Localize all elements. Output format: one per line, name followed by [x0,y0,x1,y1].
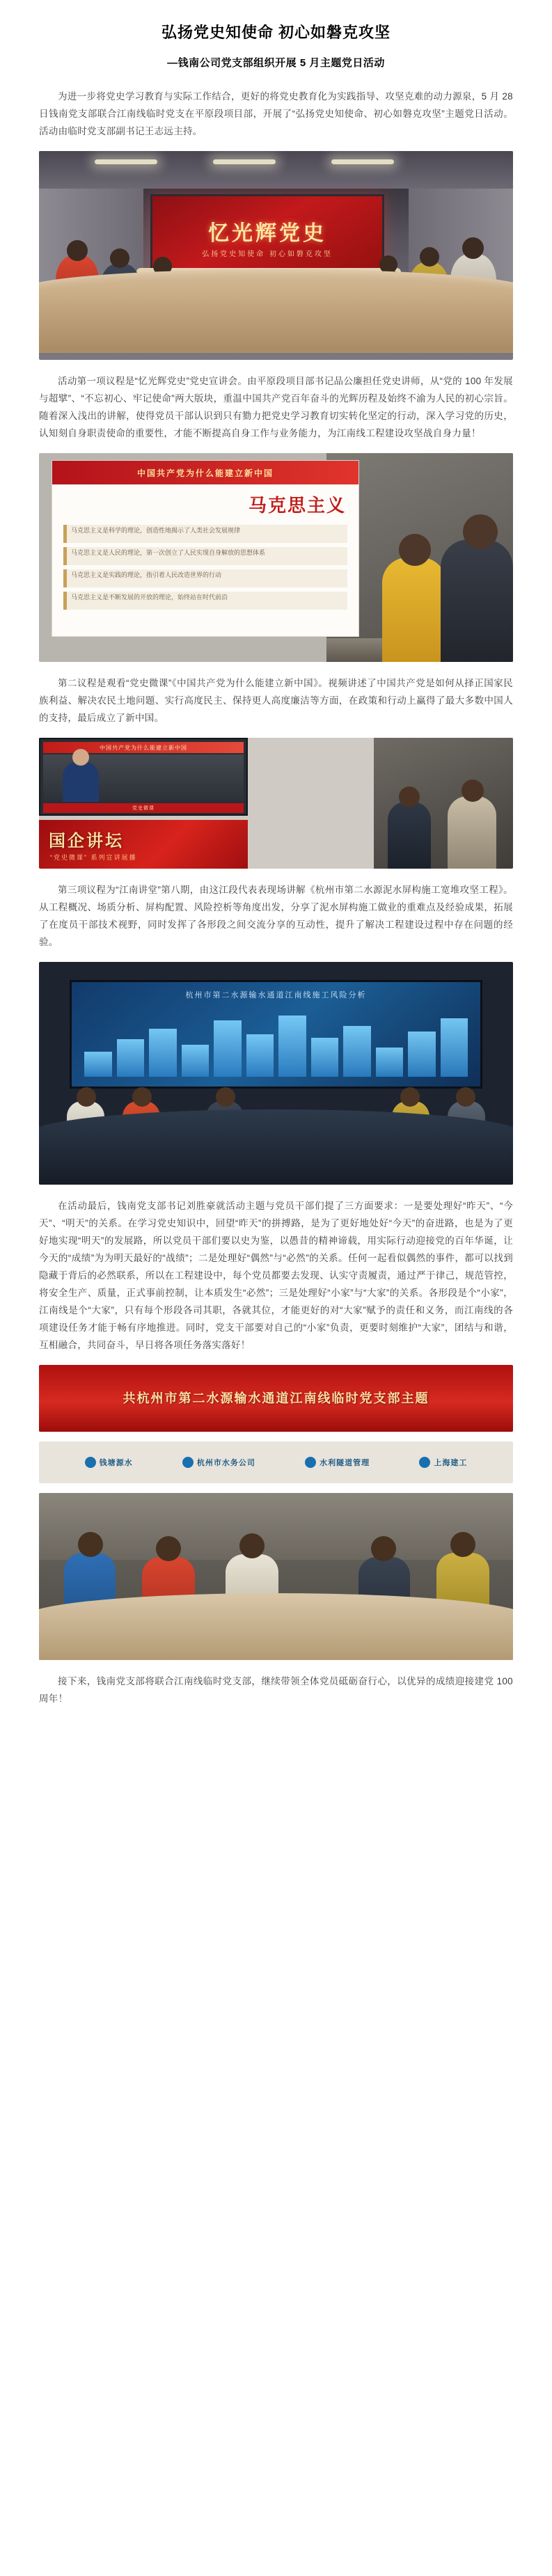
logo-item [182,1457,255,1468]
photo-slide-marxism [39,453,513,662]
paragraph-2: 活动第一项议程是“忆光辉党史”党史宣讲会。由平原段项目部书记品公廉担任党史讲师，从“党的 100 年发展与超擘”、“不忘初心、牢记使命”两大版块，重温中国共产党百年奋斗的光辉历程及始终不渝为人民的初心宗旨。随着深入浅出的讲解，使得党员干部认识到只有勠力把党史学习教育切实转化坚定的行动，深入学习党的历史，认知刻自身职责使命的重要性，才能不断提高自身工作与业务能力，为江南线工程建设攻坚战自身力量！ [39,376,513,438]
person-head [132,1087,152,1107]
logo-item [419,1457,467,1468]
chart-bar [214,1020,242,1077]
screen-chart [84,1010,468,1077]
conference-table [39,1109,513,1185]
person-head [400,1087,420,1107]
chart-bar [408,1032,436,1077]
water-drop-icon [182,1457,194,1468]
conference-table [39,1593,513,1660]
slide-bullet: 马克思主义是实践的理论，指引着人民改造世界的行动 [63,569,347,587]
conference-table [39,269,513,353]
logo-label: 杭州市水务公司 [196,1459,255,1467]
ceiling-light [331,159,394,164]
slide-bullet: 马克思主义是人民的理论，第一次创立了人民实现自身解放的思想体系 [63,547,347,565]
presentation-slide [52,460,359,637]
person-dark-jacket [441,539,513,662]
person-head [399,787,420,807]
video-anchor [63,761,99,802]
paragraph-1: 为进一步将党史学习教育与实际工作结合，更好的将党史教育化为实践指导、攻坚克难的动力源泉，5 月 28 日钱南党支部联合江南线临时党支在平原段项目部，开展了“弘扬党史知使命、初心如磐克攻坚”主题党日活动。活动由临时党支部副书记王志远主持。 [39,91,513,136]
person-head [463,514,498,549]
chart-bar [376,1048,404,1077]
chart-bar [182,1045,210,1077]
page-title: 弘扬党史知使命 初心如磐克攻坚 [161,24,391,41]
person-head [216,1087,235,1107]
person-head [67,240,88,261]
banner-text: 共杭州市第二水源输水通道江南线临时党支部主题 [123,1391,429,1405]
logo-strip [39,1441,513,1483]
red-banner [39,1365,513,1432]
screen-headline: 忆光辉党史 [208,222,326,245]
paragraph-5: 在活动最后，钱南党支部书记刘胜豪就活动主题与党员干部们提了三方面要求：一是要处理好“昨天”、“今天”、“明天”的关系。在学习党史知识中，回望“昨天”的拼搏路，是为了更好地处好“今天”的奋进路，也是为了更好地实现“明天”的发展路，所以党员干部们要以史为鉴，以愚昔的精神谛载，用实际行动迎接党的百年华诞，让今天的“成绩”为为明天最好的“战绩”；二是处理好“偶然”与“必然”的关系。任何一起看似偶然的事件，都可以找到隐藏于背后的必然联系，所以在工程建设中，每个党员都要去发现、认实守责履责，通过严于律己，规范管控，将安全生产、质量，正式事前控制，让本质发生“必然”；三是处理好“小家”与“大家”的关系。各形段是个“小家”，江南线是个“大家”，只有每个形段各司其职，各就其位，才能更好的对“大家”赋予的责任和义务，而江南线的各项建设任务才能于畅有序地推进。同时，党支干部要对自己的“小家”负责，更要时刻维护“大家”，团结与和谐，互相融合，共同奋斗，早日将各项任务落实落好！ [39,1201,513,1350]
person-head [462,780,484,802]
chart-bar [149,1029,177,1077]
tv-header-text: 中国共产党为什么能建立新中国 [43,742,244,753]
logo-label: 上海建工 [434,1459,468,1467]
person-head [77,1087,96,1107]
person-head [156,1536,181,1561]
tv-footer-text: 党史微课 [43,803,244,813]
paragraph-6: 接下来，钱南党支部将联合江南线临时党支部，继续带领全体党员砥砺奋行心，以优异的成绩迎接建党 100 周年！ [39,1676,513,1704]
slide-bullet: 马克思主义是科学的理论，创造性地揭示了人类社会发展规律 [63,525,347,543]
person-yellow-jacket [382,558,446,662]
photo-activity-banner [39,1365,513,1432]
photo-jiangnan-lecture [39,962,513,1185]
photo-meeting-banner [39,151,513,360]
wall [39,1493,513,1560]
person-head [110,248,129,268]
banner-subtitle: “党史微课” 系列宣讲展播 [50,854,137,861]
logo-item [305,1457,370,1468]
slide-bullet: 马克思主义是不断发展的开放的理论，始终站在时代前沿 [63,592,347,610]
ceiling-light [213,159,276,164]
banner-title: 国企讲坛 [49,832,124,851]
logo-item [85,1457,133,1468]
photo-micro-lecture [39,738,513,869]
chart-bar [441,1018,468,1077]
tunnel-icon [305,1457,316,1468]
chart-bar [343,1026,371,1077]
stage-screen [150,194,384,276]
chart-bar [117,1039,145,1077]
screen-subline: 弘扬党史知使命 初心如磐克攻坚 [202,251,333,258]
chart-bar [311,1038,339,1077]
person [448,796,496,869]
slide-title: 马克思主义 [248,496,346,516]
tv-screen [39,738,248,816]
ceiling [39,151,513,189]
projection-screen [70,980,482,1089]
person-head [420,247,439,267]
video-anchor-head [72,749,89,766]
page-subtitle: —钱南公司党支部组织开展 5 月主题党日活动 [167,57,385,69]
red-banner-panel [39,820,248,869]
person-head [239,1533,265,1558]
person-head [450,1532,475,1557]
chart-bar [246,1034,274,1077]
slide-header: 中国共产党为什么能建立新中国 [52,461,358,484]
person [388,802,431,869]
person-head [78,1532,103,1557]
lecture-room-photo [374,738,513,869]
chart-bar [278,1016,306,1077]
photo-closing-meeting [39,1493,513,1660]
person-head [456,1087,475,1107]
tv-video-area [43,754,244,802]
person-head [462,237,484,259]
logo-label: 水利隧道管理 [320,1459,370,1467]
photo-participant-logos [39,1441,513,1483]
paragraph-3: 第二议程是观看“党史微课”《中国共产党为什么能建立新中国》。视频讲述了中国共产党是如何从择正国家民族利益、解决农民土地问题、实行高度民主、保持更人高度廉洁等方面，在政策和行动上赢得了最大多数中国人的支持，最后成立了新中国。 [39,678,513,723]
screen-title: 杭州市第二水源输水通道江南线施工风险分析 [185,991,367,999]
construction-icon [419,1457,430,1468]
paragraph-4: 第三项议程为“江南讲堂”第八期，由这江段代表表现场讲解《杭州市第二水源泥水屏构施工宽堆攻坚工程》。从工程概况、场质分析、屏构配置、风险控析等角度出发，分享了泥水屏构施工做业的重难点及经验成果，拓展了在度员干部技术视野，同时发挥了各形段之间交流分享的互动性，提升了解决工程建设过程中存在问题的经验。 [39,885,513,947]
ceiling-light [95,159,157,164]
person-head [371,1536,396,1561]
person-head [399,534,431,566]
water-drop-icon [85,1457,96,1468]
logo-label: 钱塘源水 [99,1459,133,1467]
chart-bar [84,1052,112,1077]
